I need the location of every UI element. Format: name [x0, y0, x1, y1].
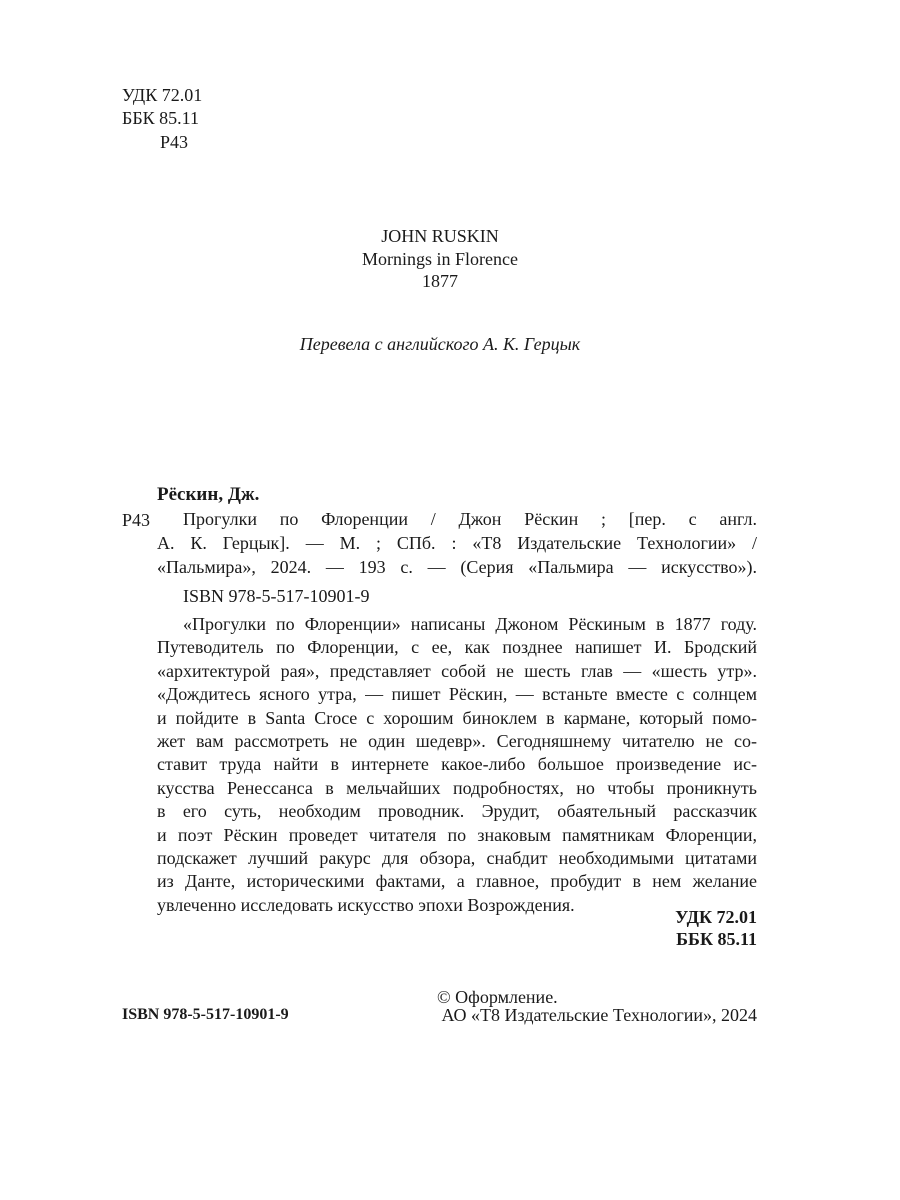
annotation-line: «архитектурой рая», представляет собой не шесть глав — «шесть утр». [157, 660, 757, 681]
annotation-line: ставит труда найти в интернете какое-либо большое произведение ис- [157, 754, 757, 775]
catalog-line: А. К. Герцык]. — М. ; СПб. : «Т8 Издательские Технологии» / [157, 533, 757, 553]
footer-bbk: ББК 85.11 [676, 929, 757, 949]
catalog-line: «Пальмира», 2024. — 193 с. — (Серия «Пальмира — искусство»). [157, 557, 757, 577]
annotation-line: Путеводитель по Флоренции, с ее, как позднее напишет И. Бродский [157, 637, 757, 658]
annotation-line: из Данте, историческими фактами, а главное, пробудит в нем желание [157, 871, 757, 892]
annotation-line: и пойдите в Santa Croce с хорошим биноклем в кармане, который помо- [157, 707, 757, 728]
footer-isbn: ISBN 978-5-517-10901-9 [122, 1006, 289, 1023]
annotation-line: жет вам рассмотреть не один шедевр». Сегодняшнему читателю не со- [157, 731, 757, 751]
original-title: Mornings in Florence [362, 249, 518, 269]
original-author: JOHN RUSKIN [381, 226, 499, 246]
copyright-line-2: АО «Т8 Издательские Технологии», 2024 [441, 1005, 757, 1025]
catalog-sign: Р43 [122, 510, 151, 530]
annotation-line: «Прогулки по Флоренции» написаны Джоном Рёскиным в 1877 году. [183, 614, 757, 634]
catalog-heading: Рёскин, Дж. [157, 484, 260, 505]
annotation-line: увлеченно исследовать искусство эпохи Возрождения. [157, 894, 575, 915]
original-year: 1877 [422, 271, 458, 291]
annotation-line: подскажет лучший ракурс для обзора, снабдит необходимыми цитатами [157, 848, 757, 868]
annotation-line: и поэт Рёскин проведет читателя по знаковым памятникам Флоренции, [157, 824, 757, 845]
translator-line: Перевела с английского А. К. Герцык [299, 334, 581, 354]
annotation-line: кусства Ренессанса в мельчайших подробностях, но чтобы проникнуть [157, 777, 757, 798]
copyright-line-1: © Оформление. [437, 987, 558, 1007]
bbk-code: ББК 85.11 [122, 108, 200, 128]
footer-udk: УДК 72.01 [675, 907, 757, 927]
catalog-isbn: ISBN 978-5-517-10901-9 [183, 586, 370, 606]
annotation-line: «Дождитесь ясного утра, — пишет Рёскин, — встаньте вместе с солнцем [157, 684, 757, 705]
catalog-line: Прогулки по Флоренции / Джон Рёскин ; [пер. с англ. [183, 509, 757, 529]
udk-code: УДК 72.01 [122, 85, 203, 105]
annotation-line: в его суть, необходим проводник. Эрудит, обаятельный рассказчик [157, 801, 757, 822]
author-sign: Р43 [160, 132, 189, 152]
